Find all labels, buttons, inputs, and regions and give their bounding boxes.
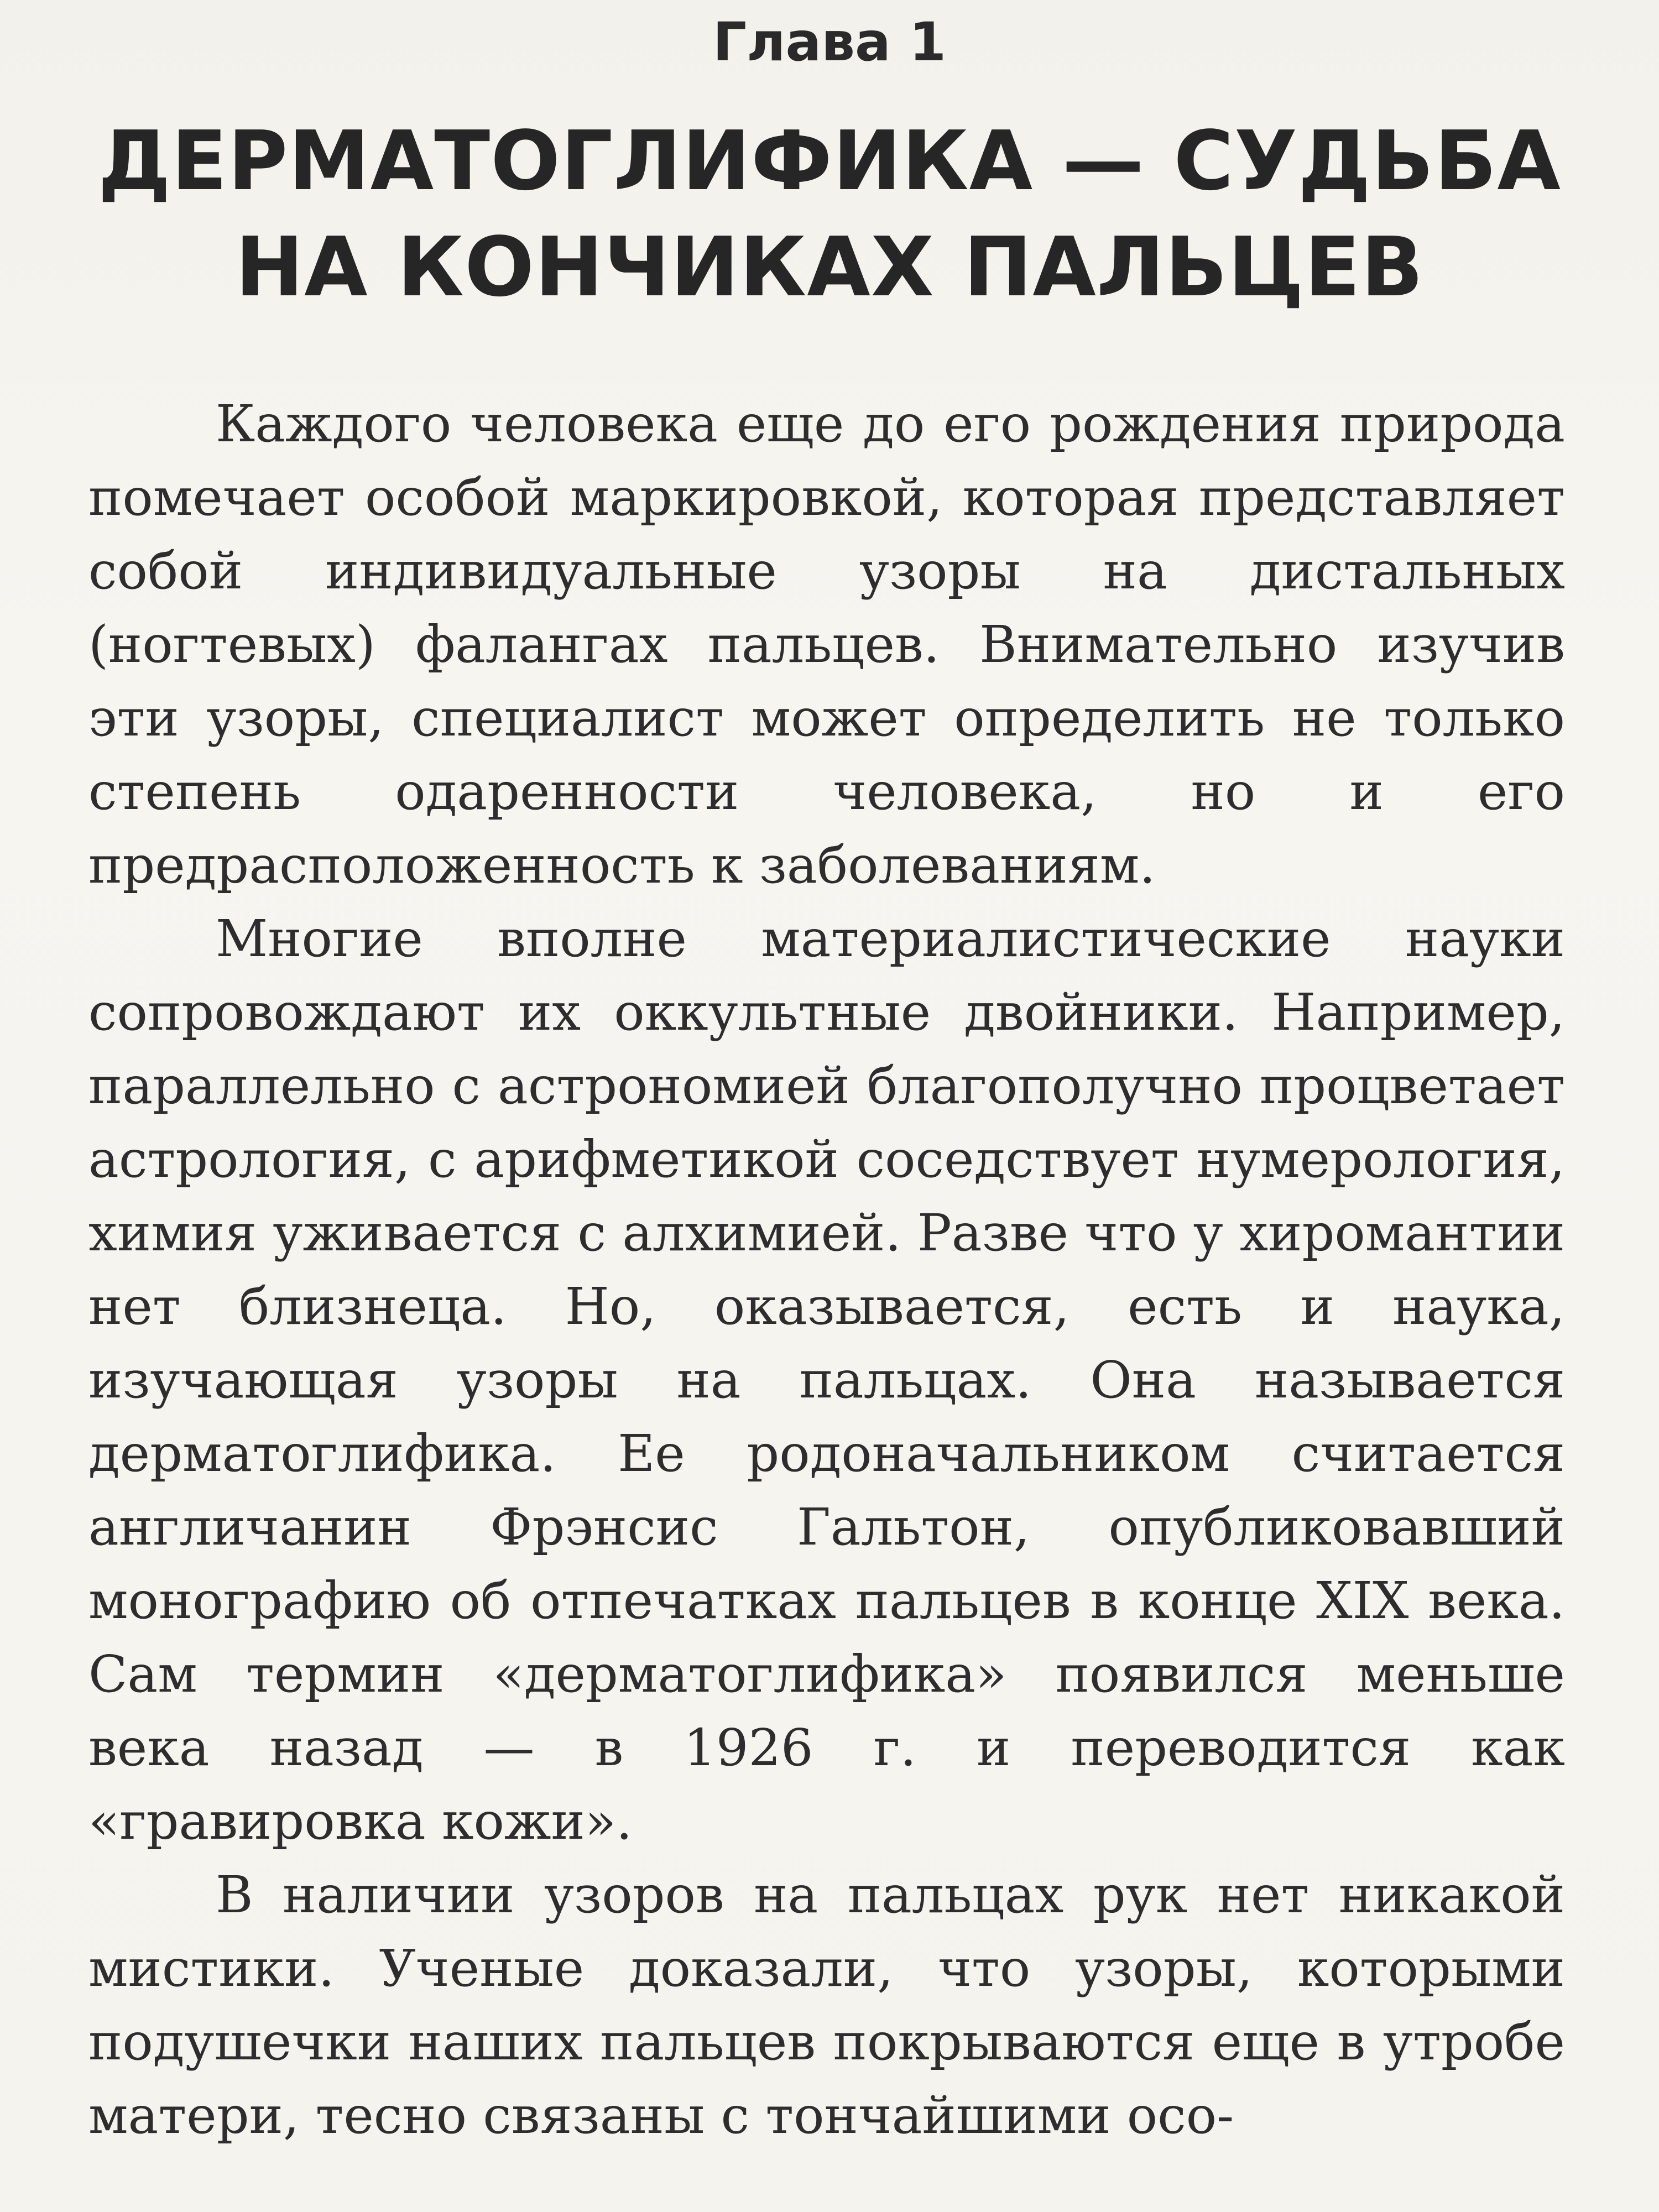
body-text	[88, 387, 1565, 2152]
chapter-title	[0, 108, 1659, 320]
chapter-label: Глава 1	[712, 11, 946, 73]
paragraph-1: Каждого человека еще до его рождения природа помечает особой маркировкой, которая представляет собой индивидуальные узоры на дистальных (ногтевых) фалангах пальцев. Внимательно изучив эти узоры, специалист может определить не только степень одаренности человека, но и его предрасположенность к заболеваниям.	[88, 394, 1565, 895]
chapter-title-line-1: ДЕРМАТОГЛИФИКА — СУДЬБА	[98, 113, 1561, 208]
chapter-title-line-2: НА КОНЧИКАХ ПАЛЬЦЕВ	[235, 220, 1424, 315]
paragraph-3: В наличии узоров на пальцах рук нет никакой мистики. Ученые доказали, что узоры, которыми подушечки наших пальцев покрываются еще в утробе матери, тесно связаны с тончайшими осо-	[88, 1865, 1565, 2145]
paragraph-2: Многие вполне материалистические науки сопровождают их оккультные двойники. Например, параллельно с астрономией благополучно процветает астрология, с арифметикой соседствует нумерология, химия уживается с алхимией. Разве что у хиромантии нет близнеца. Но, оказывается, есть и наука, изучающая узоры на пальцах. Она называется дерматоглифика. Ее родоначальником считается англичанин Фрэнсис Гальтон, опубликовавший монографию об отпечатках пальцев в конце XIX века. Сам термин «дерматоглифика» появился меньше века назад — в 1926 г. и переводится как «гравировка кожи».	[88, 909, 1565, 1851]
